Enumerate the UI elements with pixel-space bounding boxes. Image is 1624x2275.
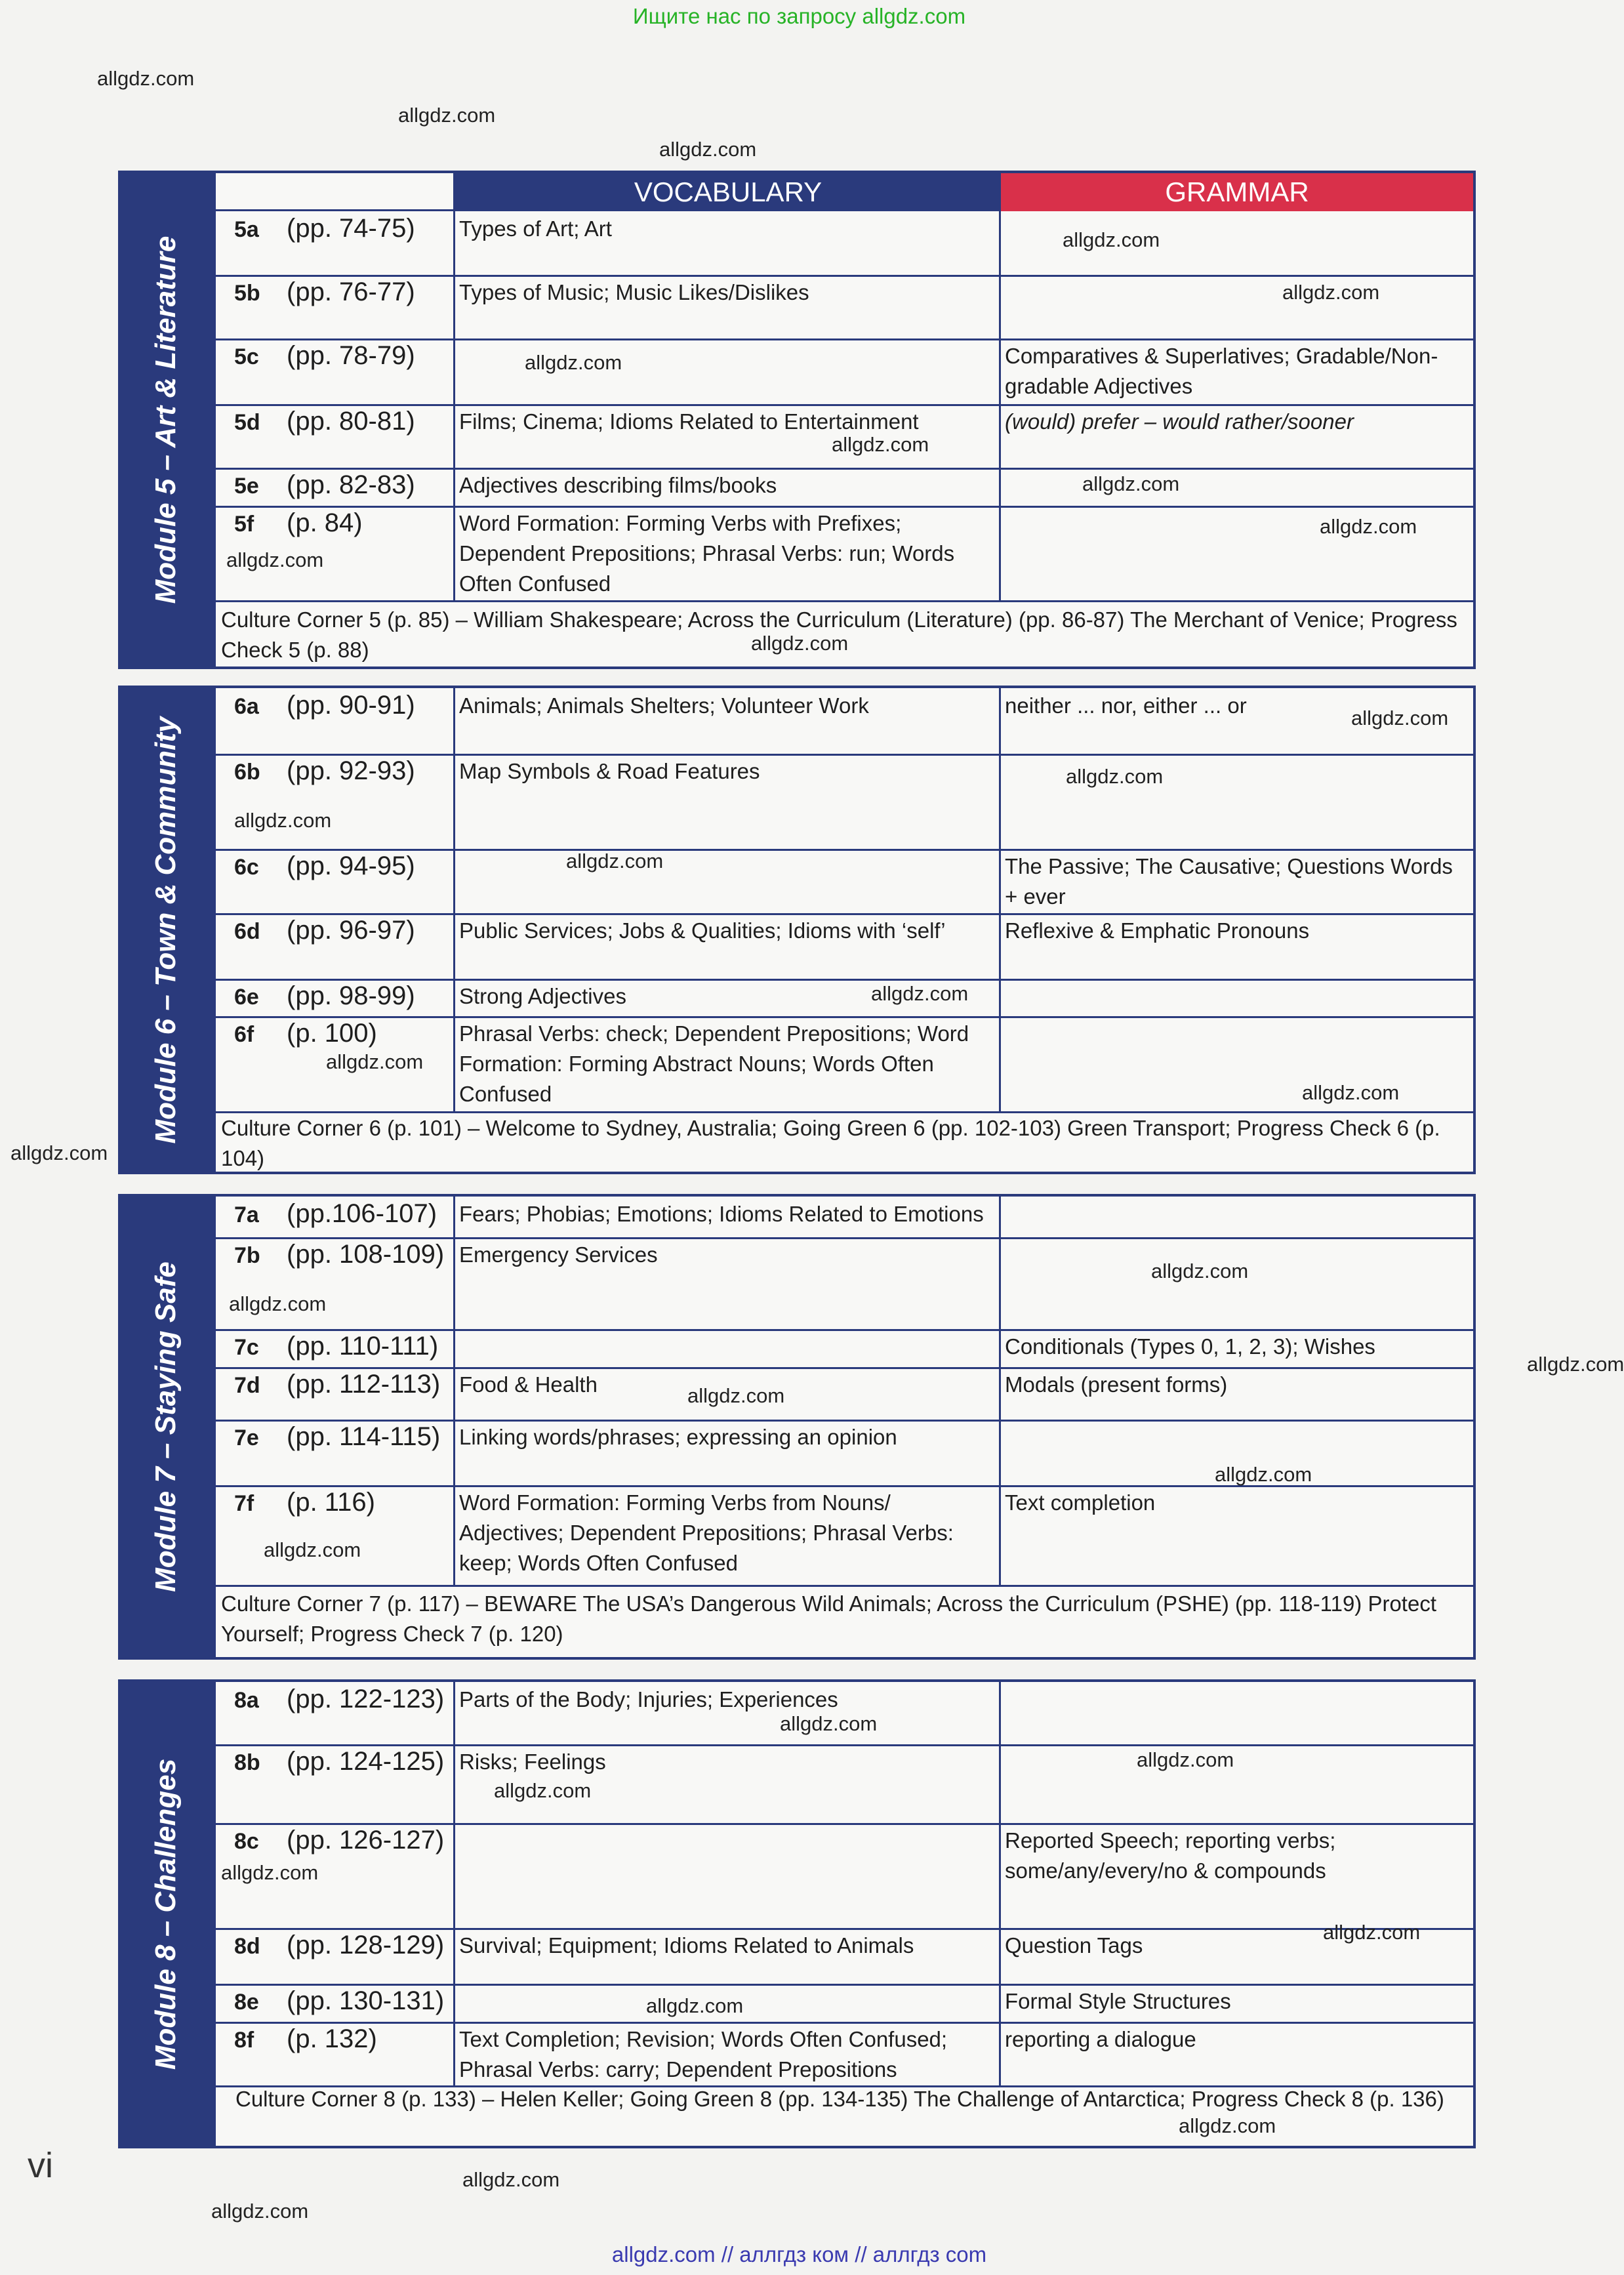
lesson-row (216, 506, 1473, 602)
vocab-cell: Animals; Animals Shelters; Volunteer Work (455, 688, 1001, 754)
watermark: allgdz.com (226, 548, 324, 571)
lesson-pages: (pp. 92-93) (287, 756, 415, 785)
lesson-row (216, 2022, 1473, 2087)
grammar-cell (1001, 1016, 1473, 1111)
vocab-cell: Phrasal Verbs: check; Dependent Prepositions; Word Formation: Forming Abstract Nouns; Words Often Confused (455, 1016, 1001, 1111)
bottom-banner[interactable]: allgdz.com // аллгдз ком // аллгдз com (611, 2242, 987, 2266)
lesson-id: 6f (234, 1022, 254, 1047)
watermark: allgdz.com (1066, 765, 1164, 788)
lesson-id: 7a (234, 1202, 259, 1227)
watermark: allgdz.com (494, 1779, 592, 1802)
lesson-row (216, 468, 1473, 508)
grammar-header: GRAMMAR (1001, 173, 1473, 211)
vocab-cell: Emergency Services (455, 1237, 1001, 1329)
grammar-cell: Formal Style Structures (1005, 1989, 1231, 2013)
lesson-id: 7b (234, 1243, 260, 1268)
watermark: allgdz.com (871, 982, 969, 1005)
module-5-title: Module 5 – Art & Literature (149, 236, 182, 604)
vocab-cell: Food & Health (455, 1367, 1001, 1420)
module-5-footer: Culture Corner 5 (p. 85) – William Shakespeare; Across the Curriculum (Literature) (pp. 86-87) The Merchant of Venice; Progress Check 5 (p. 88) (221, 607, 1457, 662)
page-number: vi (28, 2146, 53, 2185)
grammar-cell: Text completion (1005, 1490, 1156, 1515)
grammar-cell (1001, 1197, 1473, 1237)
module-7 (118, 1194, 1476, 1660)
vocab-cell: Adjectives describing films/books (455, 468, 1001, 506)
module-8-title: Module 8 – Challenges (149, 1758, 182, 2070)
lesson-row (216, 1485, 1473, 1587)
lesson-row (216, 1744, 1473, 1825)
grammar-cell (1001, 275, 1473, 338)
lesson-row (216, 979, 1473, 1018)
watermark: allgdz.com (832, 433, 929, 456)
top-banner[interactable]: Ищите нас по запросу allgdz.com (632, 4, 966, 28)
header-blank (216, 173, 455, 211)
grammar-cell: Conditionals (Types 0, 1, 2, 3); Wishes (1005, 1334, 1375, 1359)
lesson-row (216, 1823, 1473, 1930)
vocab-cell (455, 1823, 1001, 1928)
lesson-id: 8e (234, 1990, 259, 2015)
vocabulary-header: VOCABULARY (455, 173, 1001, 211)
lesson-id: 6c (234, 855, 259, 880)
watermark: allgdz.com (1215, 1463, 1312, 1486)
watermark: allgdz.com (211, 2200, 309, 2223)
lesson-pages: (pp. 90-91) (287, 691, 415, 720)
vocab-cell: Films; Cinema; Idioms Related to Entertainment (455, 404, 1001, 468)
watermark: allgdz.com (780, 1712, 878, 1735)
module-7-footer: Culture Corner 7 (p. 117) – BEWARE The USA’s Dangerous Wild Animals; Across the Curriculum (PSHE) (pp. 118-119) Protect Yourself; Progress Check 7 (p. 120) (221, 1591, 1436, 1646)
lesson-row (216, 1237, 1473, 1331)
grammar-cell (1001, 1744, 1473, 1823)
lesson-id: 6a (234, 694, 259, 719)
lesson-id: 8a (234, 1688, 259, 1713)
grammar-cell (1001, 1682, 1473, 1744)
watermark: allgdz.com (229, 1292, 327, 1315)
watermark: allgdz.com (97, 67, 195, 90)
lesson-row (216, 1367, 1473, 1422)
lesson-id: 5f (234, 512, 254, 537)
lesson-id: 6e (234, 985, 259, 1010)
lesson-id: 5c (234, 344, 259, 369)
module-8-sidebar (118, 1679, 213, 2148)
watermark: allgdz.com (462, 2168, 560, 2191)
lesson-pages: (pp. 126-127) (287, 1826, 445, 1855)
grammar-cell: Reported Speech; reporting verbs; some/any/every/no & compounds (1005, 1828, 1336, 1883)
vocab-cell: Word Formation: Forming Verbs from Nouns/ Adjectives; Dependent Prepositions; Phrasal Verbs: keep; Words Often Confused (455, 1485, 1001, 1585)
vocab-cell: Linking words/phrases; expressing an opinion (455, 1420, 1001, 1485)
watermark: allgdz.com (1351, 707, 1449, 729)
lesson-id: 8f (234, 2028, 254, 2053)
vocab-cell: Types of Art; Art (455, 211, 1001, 275)
lesson-pages: (pp. 96-97) (287, 916, 415, 945)
watermark: allgdz.com (1527, 1353, 1624, 1376)
lesson-pages: (p. 116) (287, 1488, 375, 1517)
watermark: allgdz.com (264, 1538, 361, 1561)
lesson-pages: (pp. 124-125) (287, 1747, 445, 1776)
lesson-pages: (pp. 98-99) (287, 981, 415, 1010)
lesson-id: 5a (234, 217, 259, 242)
lesson-pages: (pp. 114-115) (287, 1422, 441, 1451)
module-5-sidebar (118, 171, 213, 669)
module-7-title: Module 7 – Staying Safe (149, 1261, 182, 1592)
lesson-pages: (pp. 128-129) (287, 1931, 445, 1959)
lesson-id: 8c (234, 1829, 259, 1854)
lesson-row (216, 1197, 1473, 1239)
lesson-id: 7c (234, 1335, 259, 1360)
watermark: allgdz.com (221, 1861, 319, 1884)
module-6-table (213, 686, 1476, 1174)
lesson-pages: (pp. 112-113) (287, 1370, 441, 1399)
vocab-cell: Word Formation: Forming Verbs with Prefixes; Dependent Prepositions; Phrasal Verbs: run; Words Often Confused (455, 506, 1001, 600)
lesson-pages: (pp. 80-81) (287, 407, 415, 436)
lesson-id: 5e (234, 474, 259, 499)
watermark: allgdz.com (326, 1050, 424, 1073)
grammar-cell: neither ... nor, either ... or (1005, 693, 1247, 718)
lesson-row (216, 754, 1473, 851)
watermark: allgdz.com (1179, 2114, 1276, 2137)
lesson-row (216, 1984, 1473, 2024)
lesson-id: 8b (234, 1750, 260, 1775)
module-8 (118, 1679, 1476, 2148)
lesson-pages: (p. 132) (287, 2024, 377, 2053)
watermark: allgdz.com (659, 138, 757, 161)
grammar-cell: Reflexive & Emphatic Pronouns (1005, 918, 1310, 943)
lesson-row (216, 849, 1473, 915)
vocab-cell: Parts of the Body; Injuries; Experiences (455, 1682, 1001, 1744)
watermark: allgdz.com (1282, 281, 1380, 304)
lesson-pages: (pp. 82-83) (287, 470, 415, 499)
grammar-cell: (would) prefer – would rather/sooner (1005, 409, 1354, 434)
vocab-cell: Risks; Feelings (455, 1744, 1001, 1823)
module-6-title: Module 6 – Town & Community (149, 716, 182, 1144)
lesson-pages: (pp. 76-77) (287, 277, 415, 306)
grammar-cell: The Passive; The Causative; Questions Words + ever (1005, 854, 1453, 909)
grammar-cell (1001, 1237, 1473, 1329)
watermark: allgdz.com (10, 1141, 108, 1164)
watermark: allgdz.com (687, 1384, 785, 1407)
table-header (216, 173, 1473, 211)
vocab-cell: Types of Music; Music Likes/Dislikes (455, 275, 1001, 338)
module-6-footer: Culture Corner 6 (p. 101) – Welcome to Sydney, Australia; Going Green 6 (pp. 102-103) Green Transport; Progress Check 6 (p. 104) (221, 1116, 1440, 1170)
watermark: allgdz.com (1302, 1081, 1400, 1104)
grammar-cell (1001, 979, 1473, 1016)
lesson-id: 6b (234, 760, 260, 785)
watermark: allgdz.com (1082, 472, 1180, 495)
lesson-id: 5d (234, 410, 260, 435)
lesson-id: 5b (234, 281, 260, 306)
watermark: allgdz.com (646, 1994, 744, 2017)
watermark: allgdz.com (1323, 1921, 1421, 1944)
lesson-row (216, 1928, 1473, 1986)
lesson-row (216, 211, 1473, 277)
lesson-id: 7f (234, 1491, 254, 1516)
lesson-row (216, 338, 1473, 406)
lesson-pages: (pp.106-107) (287, 1199, 437, 1228)
grammar-cell: reporting a dialogue (1005, 2027, 1196, 2051)
vocab-cell (455, 849, 1001, 913)
watermark: allgdz.com (751, 632, 849, 655)
module-6 (118, 686, 1476, 1174)
lesson-id: 6d (234, 919, 260, 944)
lesson-row (216, 913, 1473, 981)
lesson-pages: (pp. 94-95) (287, 851, 415, 880)
lesson-id: 7e (234, 1425, 259, 1450)
module-7-sidebar (118, 1194, 213, 1660)
vocab-cell: Map Symbols & Road Features (455, 754, 1001, 849)
module-6-sidebar (118, 686, 213, 1174)
module-5 (118, 171, 1476, 669)
vocab-cell: Survival; Equipment; Idioms Related to Animals (455, 1928, 1001, 1984)
watermark: allgdz.com (525, 351, 622, 374)
lesson-row (216, 1329, 1473, 1369)
lesson-id: 7d (234, 1373, 260, 1398)
lesson-pages: (pp. 108-109) (287, 1240, 445, 1269)
watermark: allgdz.com (1151, 1260, 1249, 1282)
watermark: allgdz.com (1320, 515, 1417, 538)
lesson-pages: (pp. 78-79) (287, 341, 415, 370)
module-8-footer: Culture Corner 8 (p. 133) – Helen Keller; Going Green 8 (pp. 134-135) The Challenge of Antarctica; Progress Check 8 (p. 136) (235, 2087, 1444, 2111)
module-7-table (213, 1194, 1476, 1660)
lesson-pages: (pp. 110-111) (287, 1332, 439, 1361)
module-5-table (213, 171, 1476, 669)
vocab-cell: Fears; Phobias; Emotions; Idioms Related to Emotions (455, 1197, 1001, 1237)
watermark: allgdz.com (234, 809, 332, 832)
grammar-cell: Comparatives & Superlatives; Gradable/Non-gradable Adjectives (1005, 344, 1438, 398)
lesson-pages: (p. 84) (287, 508, 363, 537)
vocab-cell: Public Services; Jobs & Qualities; Idioms with ‘self’ (455, 913, 1001, 979)
vocab-cell: Strong Adjectives (455, 979, 1001, 1016)
watermark: allgdz.com (566, 850, 664, 872)
watermark: allgdz.com (1137, 1748, 1234, 1771)
vocab-cell (455, 1329, 1001, 1367)
lesson-row (216, 688, 1473, 756)
lesson-pages: (pp. 74-75) (287, 214, 415, 243)
watermark: allgdz.com (1063, 228, 1160, 251)
module-8-table (213, 1679, 1476, 2148)
vocab-cell: Text Completion; Revision; Words Often Confused; Phrasal Verbs: carry; Dependent Prepositions (455, 2022, 1001, 2085)
grammar-cell: Modals (present forms) (1005, 1372, 1228, 1397)
lesson-pages: (p. 100) (287, 1019, 377, 1048)
grammar-cell: Question Tags (1005, 1933, 1143, 1957)
grammar-cell (1001, 468, 1473, 506)
lesson-id: 8d (234, 1934, 260, 1959)
watermark: allgdz.com (398, 104, 496, 127)
lesson-pages: (pp. 130-131) (287, 1986, 445, 2015)
lesson-pages: (pp. 122-123) (287, 1685, 445, 1713)
